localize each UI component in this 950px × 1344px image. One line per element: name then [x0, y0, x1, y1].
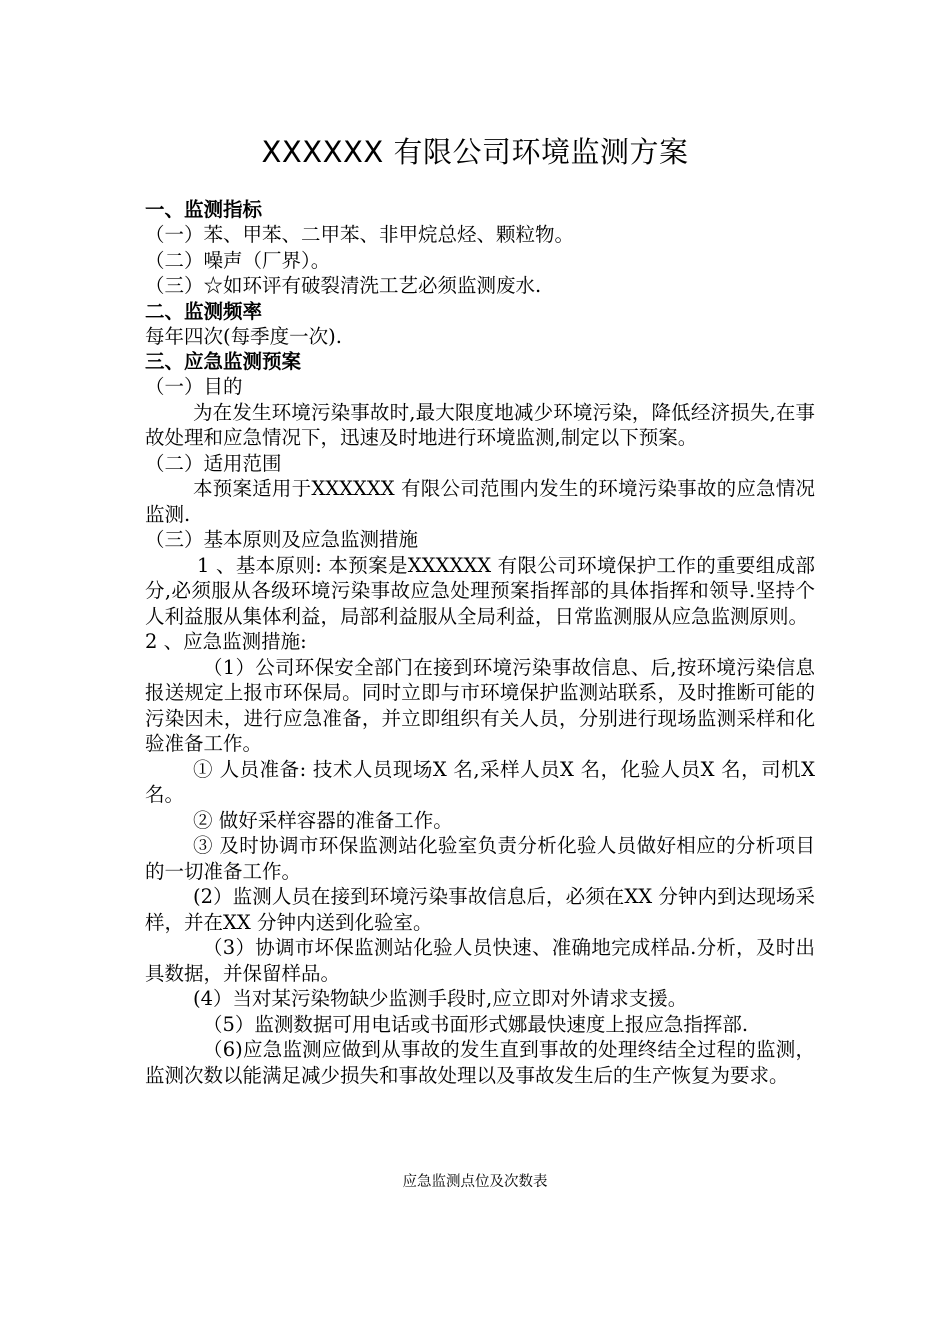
- paragraph: （3）协调市坏保监测站化验人员快速、准确地完成样品.分析，及时出具数据，并保留样品。: [145, 936, 815, 985]
- paragraph: （5）监测数据可用电话或书面形式娜最快速度上报应急指挥部.: [203, 1012, 749, 1036]
- table-caption: 应急监测点位及次数表: [402, 1174, 548, 1190]
- document-body: [145, 197, 815, 1088]
- paragraph: ② 做好采样容器的准备工作。: [193, 808, 453, 832]
- list-item: （一）苯、甲苯、二甲苯、非甲烷总烃、颗粒物。: [145, 223, 575, 246]
- paragraph: 本预案适用于XXXXXX 有限公司范围内发生的环境污染事故的应急情况监测.: [145, 477, 815, 526]
- subheading-purpose: （一）目的: [145, 375, 243, 398]
- subheading-principles: （三）基本原则及应急监测措施: [145, 528, 419, 551]
- paragraph: 每年四次(每季度一次).: [145, 324, 342, 348]
- document-title: XXXXXX 有限公司环境监测方案: [261, 135, 689, 169]
- paragraph: 2 、应急监测措施:: [145, 630, 307, 653]
- paragraph: （1）公司环保安全部门在接到环境污染事故信息、后,按环境污染信息报送规定上报市环保局。同时立即与市环境保护监测站联系，及时推断可能的污染因未，进行应急准备，并立即组织有关人员，分别进行现场监测采样和化验准备工作。: [145, 655, 815, 755]
- section-heading-indicators: 一、监测指标: [145, 198, 263, 221]
- paragraph: ③ 及时协调市环保监测站化验室负责分析化验人员做好相应的分析项目的一切准备工作。: [145, 834, 815, 883]
- paragraph: (2）监测人员在接到环境污染事故信息后，必须在XX 分钟内到达现场采样，并在XX 分钟内送到化验室。: [145, 885, 815, 934]
- list-item: （二）噪声（厂界）。: [145, 248, 331, 272]
- paragraph: (4）当对某污染物缺少监测手段时,应立即对外请求支援。: [193, 987, 688, 1010]
- paragraph: ① 人员准备: 技术人员现场X 名,采样人员X 名，化验人员X 名，司机X 名。: [145, 757, 815, 806]
- section-heading-emergency-plan: 三、应急监测预案: [145, 350, 302, 373]
- subheading-scope: （二）适用范围: [145, 451, 282, 475]
- section-heading-frequency: 二、监测频率: [145, 299, 263, 323]
- list-item: （三）☆如环评有破裂清洗工艺必须监测废水.: [145, 274, 542, 297]
- paragraph: （6)应急监测应做到从事故的发生直到事故的处理终结全过程的监测，监测次数以能满足减少损失和事故处理以及事故发生后的生产恢复为要求。: [145, 1038, 815, 1087]
- paragraph: 为在发生环境污染事故时,最大限度地减少环境污染，降低经济损失,在事故处理和应急情况下，迅速及时地进行环境监测,制定以下预案。: [145, 400, 815, 449]
- paragraph: 1 、基本原则: 本预案是XXXXXX 有限公司环境保护工作的重要组成部分,必须服从各级环境污染事故应急处理预案指挥部的具体指挥和领导.坚持个人利益服从集体利益，局部利益服从全局利益，日常监测服从应急监测原则。: [145, 553, 815, 628]
